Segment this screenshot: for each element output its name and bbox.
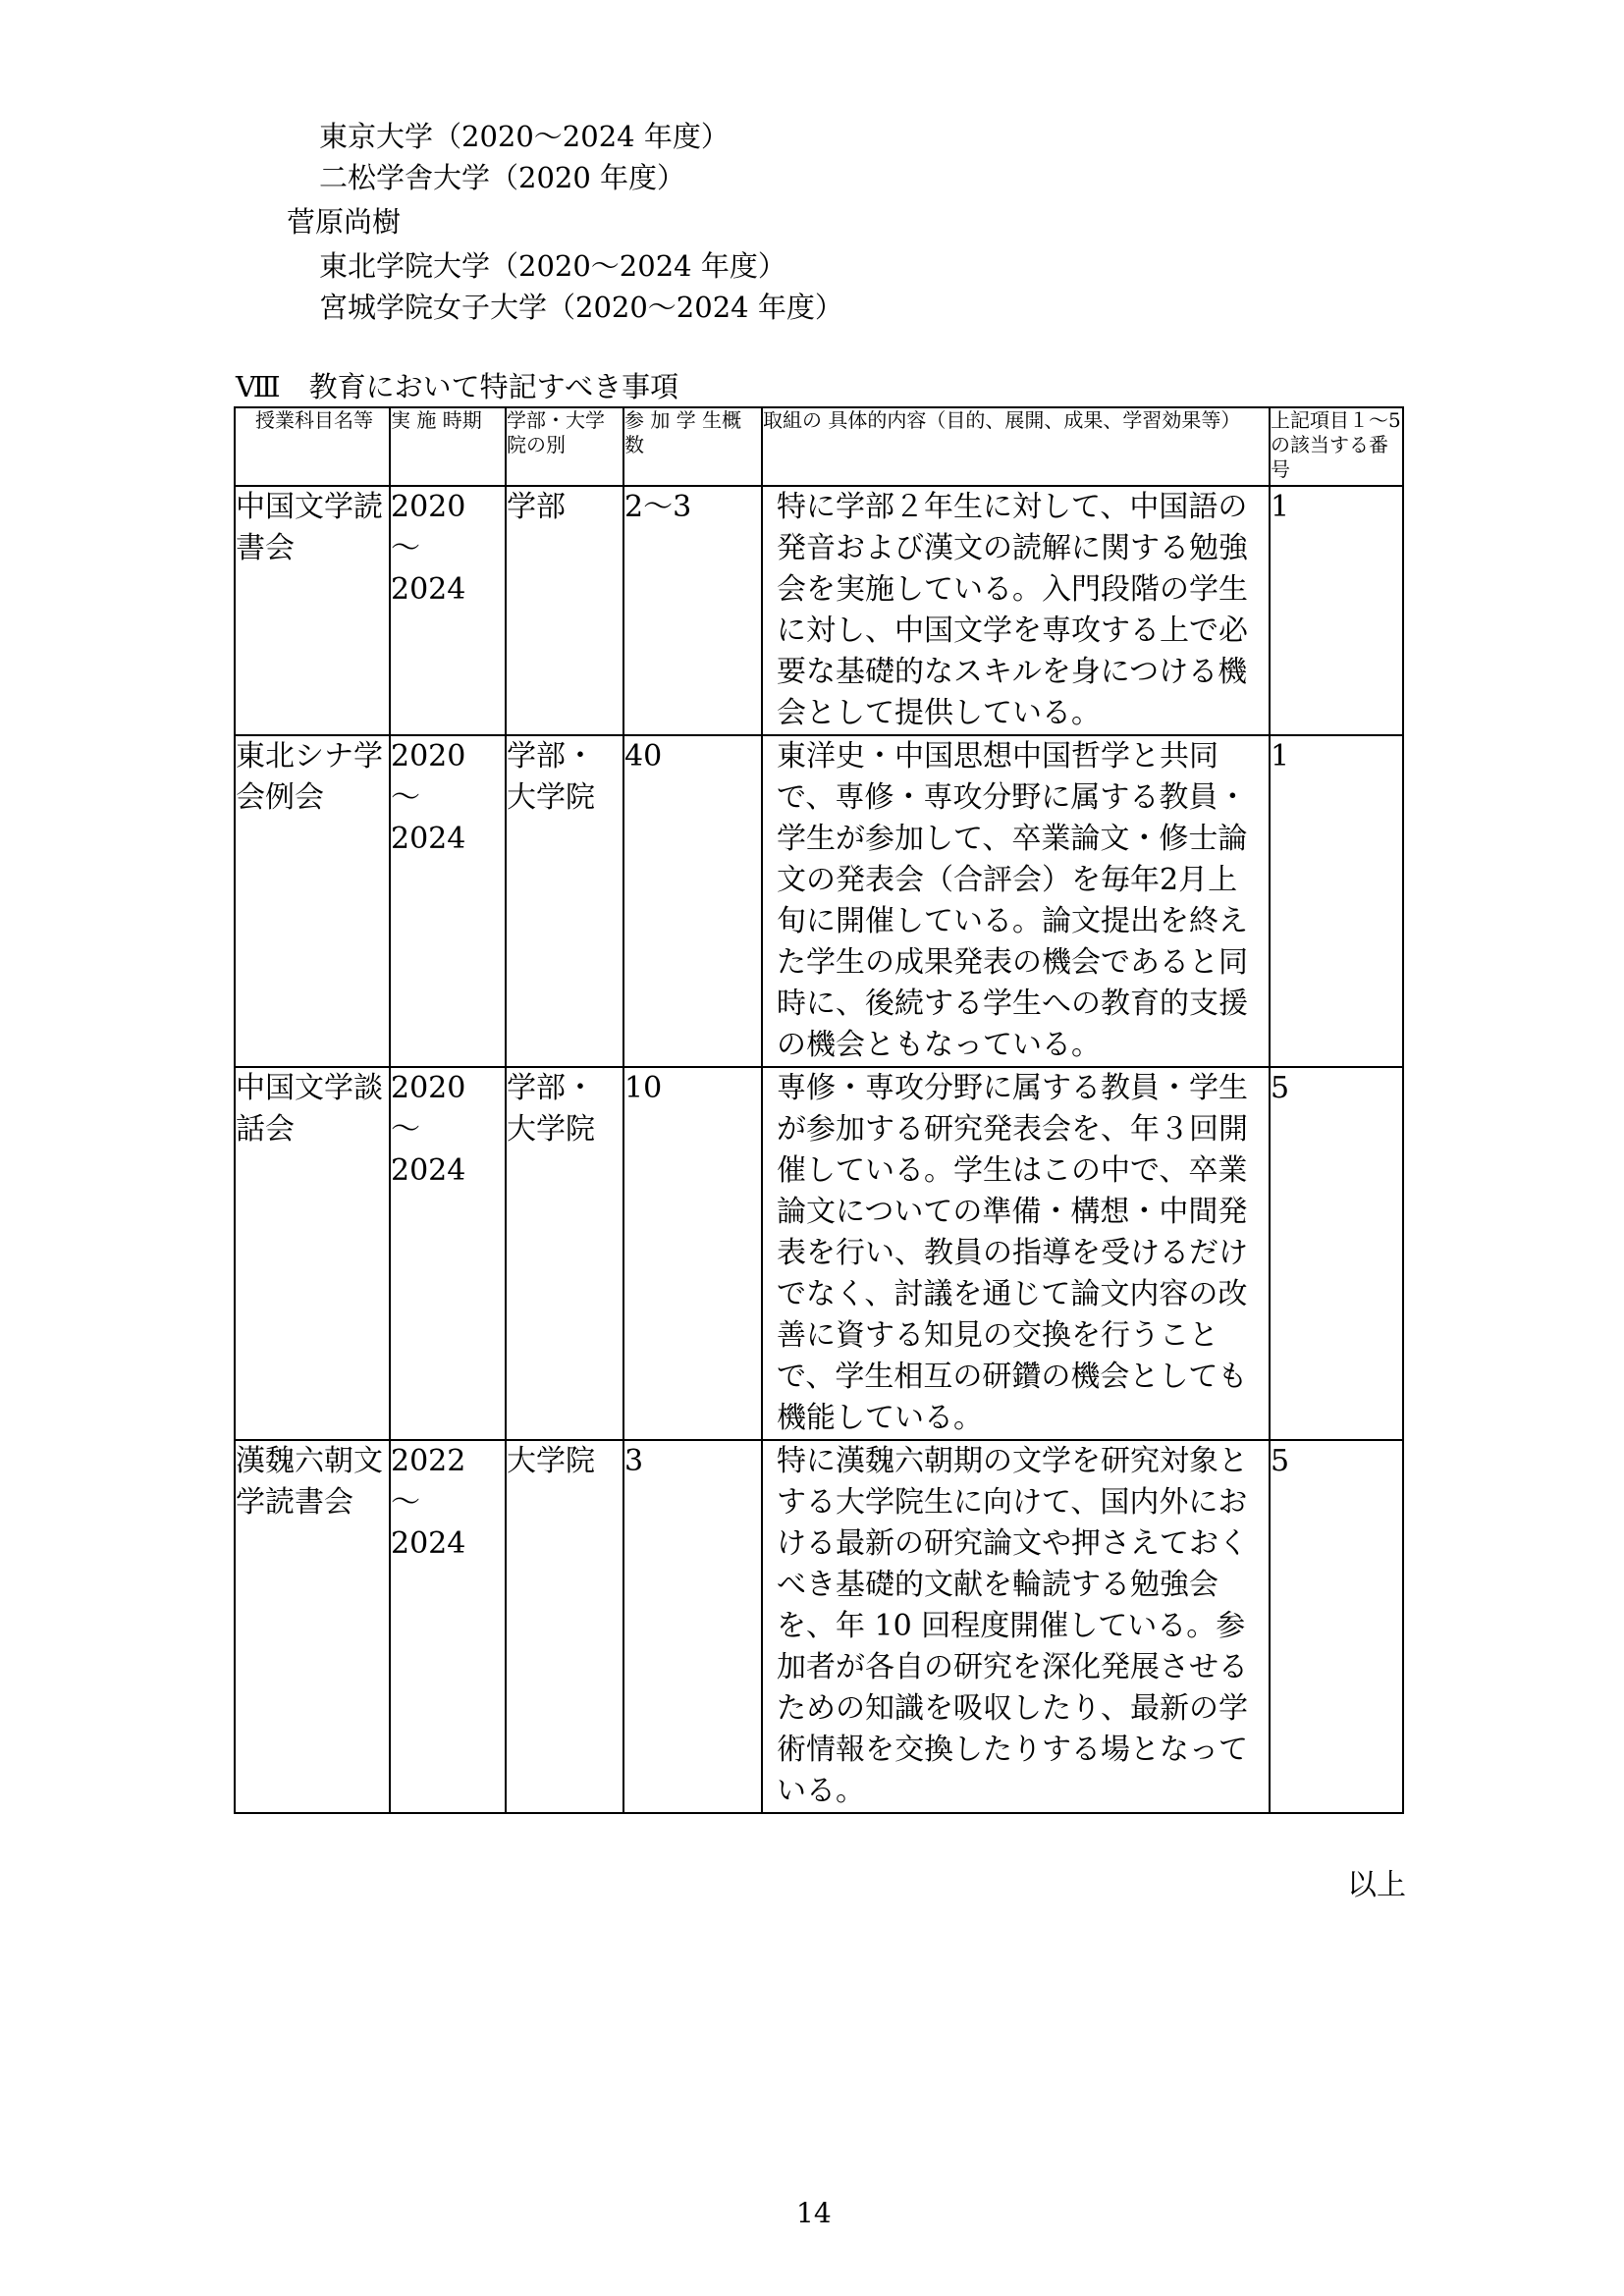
period xyxy=(390,735,506,1067)
table-row xyxy=(235,486,1403,735)
item-number: 5 xyxy=(1270,1067,1403,1440)
period xyxy=(390,486,506,735)
header-content: 取組の 具体的内容（目的、展開、成果、学習効果等） xyxy=(762,407,1270,486)
intro-line-4: 東北学院大学（2020～2024 年度） xyxy=(319,249,786,283)
header-period: 実 施 時期 xyxy=(390,407,506,486)
level: 学部・大学院 xyxy=(506,1067,623,1440)
period-start: 2020 xyxy=(391,490,466,524)
period-start: 2022 xyxy=(391,1444,466,1478)
table-row xyxy=(235,1067,1403,1440)
content: 東洋史・中国思想中国哲学と共同で、専修・専攻分野に属する教員・学生が参加して、卒業論文・修士論文の発表会（合評会）を毎年2月上旬に開催している。論文提出を終えた学生の成果発表の機会であると同時に、後続する学生への教育的支援の機会ともなっている。 xyxy=(762,735,1270,1067)
intro-line-3: 菅原尚樹 xyxy=(287,205,402,239)
course-name: 中国文学読書会 xyxy=(235,486,390,735)
level: 学部 xyxy=(506,486,623,735)
page-number: 14 xyxy=(796,2197,832,2229)
period-separator: ～ xyxy=(391,1112,420,1147)
table-header-row xyxy=(235,407,1403,486)
intro-line-5: 宮城学院女子大学（2020～2024 年度） xyxy=(319,291,843,324)
course-name: 中国文学談話会 xyxy=(235,1067,390,1440)
student-count: 10 xyxy=(623,1067,762,1440)
intro-line-2: 二松学舎大学（2020 年度） xyxy=(319,161,686,194)
header-item-number: 上記項目１～5 の該当する番号 xyxy=(1270,407,1403,486)
course-name: 漢魏六朝文学読書会 xyxy=(235,1440,390,1813)
content: 特に学部２年生に対して、中国語の発音および漢文の読解に関する勉強会を実施している。入門段階の学生に対し、中国文学を専攻する上で必要な基礎的なスキルを身につける機会として提供している。 xyxy=(762,486,1270,735)
education-table xyxy=(234,406,1404,1814)
header-course-name: 授業科目名等 xyxy=(235,407,390,486)
content: 特に漢魏六朝期の文学を研究対象とする大学院生に向けて、国内外における最新の研究論文や押さえておくべき基礎的文献を輪読する勉強会を、年 10 回程度開催している。参加者が各自の研究を深化発展させるための知識を吸収したり、最新の学術情報を交換したりする場となっている。 xyxy=(762,1440,1270,1813)
table-row xyxy=(235,1440,1403,1813)
period-start: 2020 xyxy=(391,1071,466,1105)
header-level: 学部・大学院の別 xyxy=(506,407,623,486)
section-heading: Ⅷ 教育において特記すべき事項 xyxy=(236,370,679,403)
period-separator: ～ xyxy=(391,531,420,565)
period xyxy=(390,1440,506,1813)
period-end: 2024 xyxy=(391,1526,466,1561)
period-end: 2024 xyxy=(391,1153,466,1188)
period xyxy=(390,1067,506,1440)
content: 専修・専攻分野に属する教員・学生が参加する研究発表会を、年３回開催している。学生はこの中で、卒業論文についての準備・構想・中間発表を行い、教員の指導を受けるだけでなく、討議を通じて論文内容の改善に資する知見の交換を行うことで、学生相互の研鑽の機会としても機能している。 xyxy=(762,1067,1270,1440)
student-count: 2～3 xyxy=(623,486,762,735)
item-number: 1 xyxy=(1270,486,1403,735)
intro-line-1: 東京大学（2020～2024 年度） xyxy=(319,120,730,153)
closing-text: 以上 xyxy=(1347,1868,1406,1902)
course-name: 東北シナ学会例会 xyxy=(235,735,390,1067)
level: 大学院 xyxy=(506,1440,623,1813)
table-row xyxy=(235,735,1403,1067)
period-separator: ～ xyxy=(391,780,420,815)
level: 学部・大学院 xyxy=(506,735,623,1067)
period-end: 2024 xyxy=(391,572,466,607)
period-start: 2020 xyxy=(391,739,466,774)
period-end: 2024 xyxy=(391,822,466,856)
item-number: 1 xyxy=(1270,735,1403,1067)
header-students: 参 加 学 生概数 xyxy=(623,407,762,486)
item-number: 5 xyxy=(1270,1440,1403,1813)
student-count: 3 xyxy=(623,1440,762,1813)
period-separator: ～ xyxy=(391,1485,420,1520)
student-count: 40 xyxy=(623,735,762,1067)
